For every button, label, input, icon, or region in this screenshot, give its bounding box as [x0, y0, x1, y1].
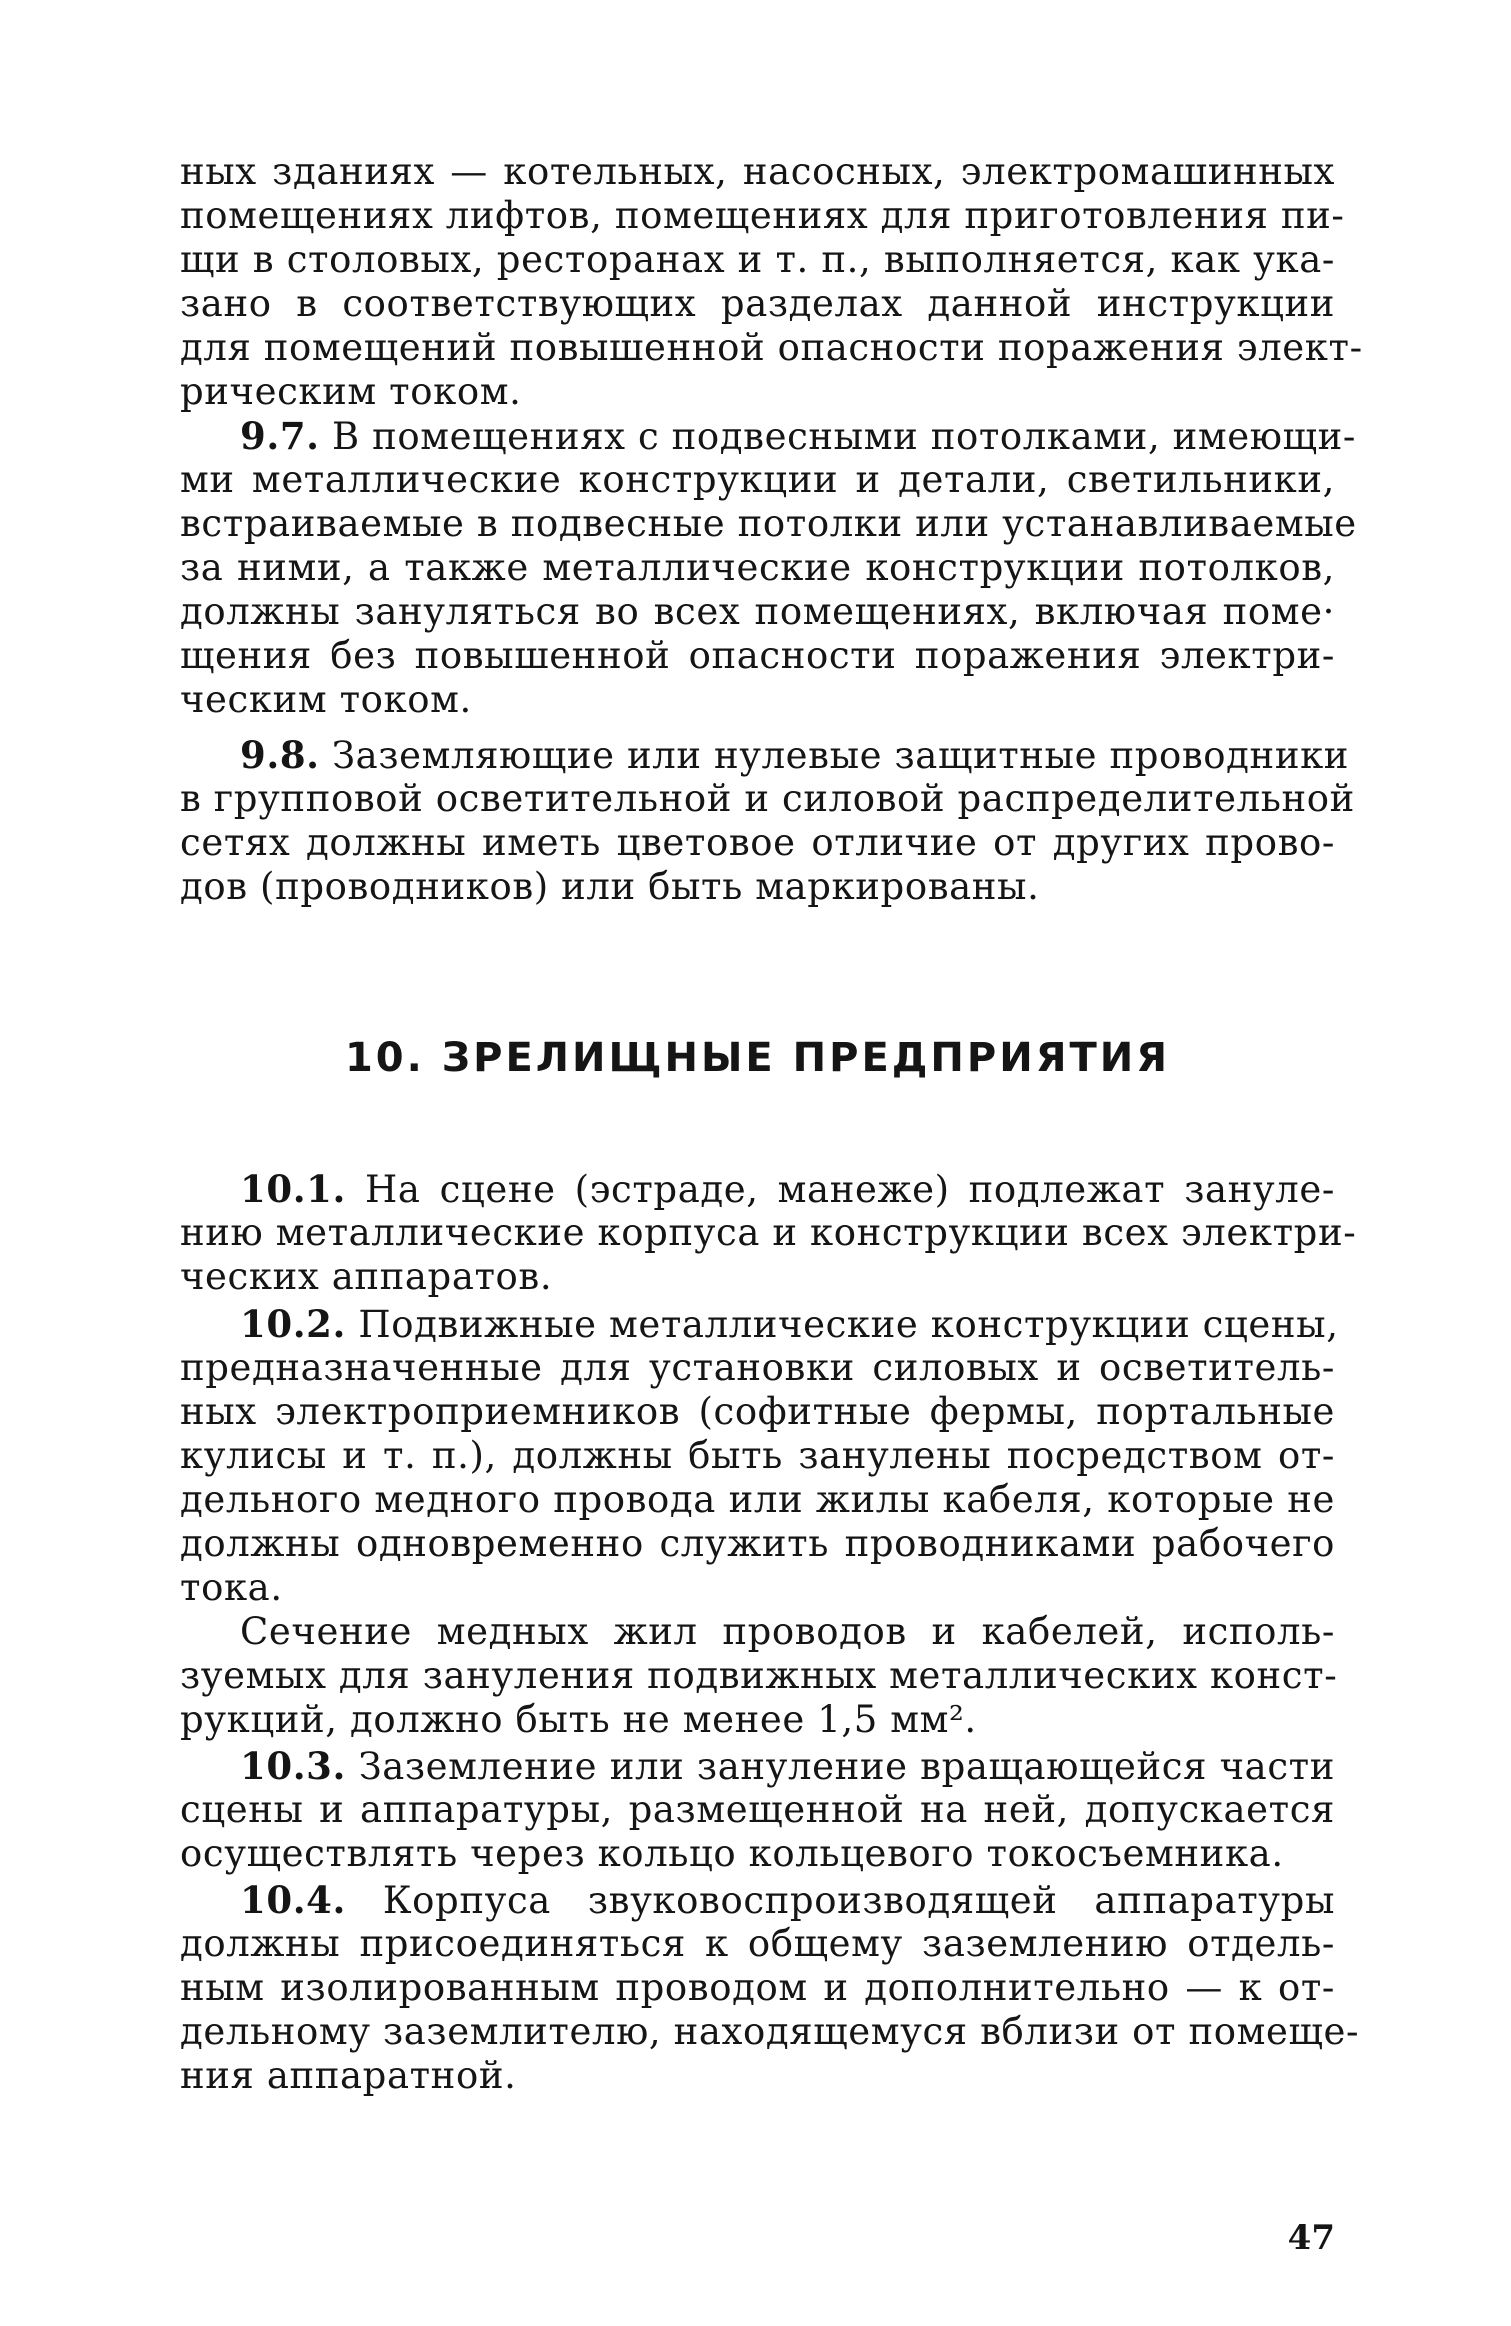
paragraph-first-line	[180, 733, 1350, 777]
text-line: ных зданиях — котельных, насосных, электромашинных	[180, 150, 1335, 193]
text-line: должны одновременно служить проводниками рабочего	[180, 1522, 1335, 1565]
paragraph-10-2-continued	[180, 1610, 1338, 1742]
text-fragment: Подвижные металлические конструкции сцены,	[346, 1303, 1339, 1346]
text-fragment: Корпуса звуковоспроизводящей аппаратуры	[346, 1879, 1335, 1922]
text-line: ческих аппаратов.	[180, 1255, 553, 1298]
text-line: нию металлические корпуса и конструкции всех электри-	[180, 1211, 1357, 1254]
paragraph-number: 9.7.	[240, 414, 320, 458]
text-line: встраиваемые в подвесные потолки или устанавливаемые	[180, 502, 1357, 545]
paragraph-10-4	[180, 1878, 1360, 2098]
text-line: сетях должны иметь цветовое отличие от других прово-	[180, 821, 1335, 864]
text-fragment: Заземляющие или нулевые защитные проводники	[319, 734, 1350, 777]
paragraph-first-line	[180, 1167, 1335, 1211]
paragraph-10-2	[180, 1302, 1339, 1610]
paragraph-10-3	[180, 1744, 1335, 1876]
paragraph-10-1	[180, 1167, 1357, 1299]
text-fragment: В помещениях с подвесными потолками, имеющи-	[319, 415, 1356, 458]
text-line: рическим током.	[180, 370, 522, 413]
paragraph-first-line	[180, 1302, 1339, 1346]
text-fragment: На сцене (эстраде, манеже) подлежат зануле-	[346, 1168, 1335, 1211]
paragraph-continuation	[180, 150, 1363, 414]
text-line: должны присоединяться к общему заземлению отдель-	[180, 1922, 1335, 1965]
text-line: зуемых для зануления подвижных металлических конст-	[180, 1654, 1338, 1697]
text-line: зано в соответствующих разделах данной инструкции	[180, 282, 1335, 325]
text-line: ми металлические конструкции и детали, светильники,	[180, 458, 1335, 501]
text-line: щи в столовых, ресторанах и т. п., выполняется, как ука-	[180, 238, 1335, 281]
page-number: 47	[1287, 2218, 1335, 2258]
paragraph-9-7	[180, 414, 1357, 722]
text-line: помещениях лифтов, помещениях для приготовления пи-	[180, 194, 1345, 237]
text-line: сцены и аппаратуры, размещенной на ней, допускается	[180, 1788, 1335, 1831]
paragraph-first-line	[180, 1744, 1335, 1788]
text-line: должны зануляться во всех помещениях, включая поме·	[180, 590, 1335, 633]
text-fragment: Заземление или зануление вращающейся части	[346, 1745, 1335, 1788]
text-line: за ними, а также металлические конструкции потолков,	[180, 546, 1335, 589]
paragraph-number: 9.8.	[240, 733, 320, 777]
text-line: щения без повышенной опасности поражения электри-	[180, 634, 1335, 677]
text-line: в групповой осветительной и силовой распределительной	[180, 777, 1355, 820]
text-line: рукций, должно быть не менее 1,5 мм².	[180, 1698, 977, 1741]
text-line: ния аппаратной.	[180, 2054, 517, 2097]
paragraph-number: 10.1.	[240, 1167, 346, 1211]
text-line: ным изолированным проводом и дополнительно — к от-	[180, 1966, 1335, 2009]
paragraph-number: 10.4.	[240, 1878, 346, 1922]
text-line: тока.	[180, 1566, 283, 1609]
text-line: осуществлять через кольцо кольцевого токосъемника.	[180, 1832, 1284, 1875]
text-line: дельному заземлителю, находящемуся вблизи от помеще-	[180, 2010, 1360, 2053]
text-line: предназначенные для установки силовых и осветитель-	[180, 1346, 1335, 1389]
text-line: ных электроприемников (софитные фермы, портальные	[180, 1390, 1335, 1433]
paragraph-first-line	[180, 414, 1356, 458]
section-heading: 10. ЗРЕЛИЩНЫЕ ПРЕДПРИЯТИЯ	[344, 1035, 1171, 1081]
text-line: для помещений повышенной опасности поражения элект-	[180, 326, 1363, 369]
paragraph-number: 10.3.	[240, 1744, 346, 1788]
text-line: ческим током.	[180, 678, 472, 721]
paragraph-9-8	[180, 733, 1355, 909]
text-line: дельного медного провода или жилы кабеля, которые не	[180, 1478, 1335, 1521]
text-line: дов (проводников) или быть маркированы.	[180, 865, 1040, 908]
paragraph-first-line: Сечение медных жил проводов и кабелей, исполь-	[240, 1610, 1335, 1653]
text-line: кулисы и т. п.), должны быть занулены посредством от-	[180, 1434, 1335, 1477]
paragraph-first-line	[180, 1878, 1335, 1922]
paragraph-number: 10.2.	[240, 1302, 346, 1346]
